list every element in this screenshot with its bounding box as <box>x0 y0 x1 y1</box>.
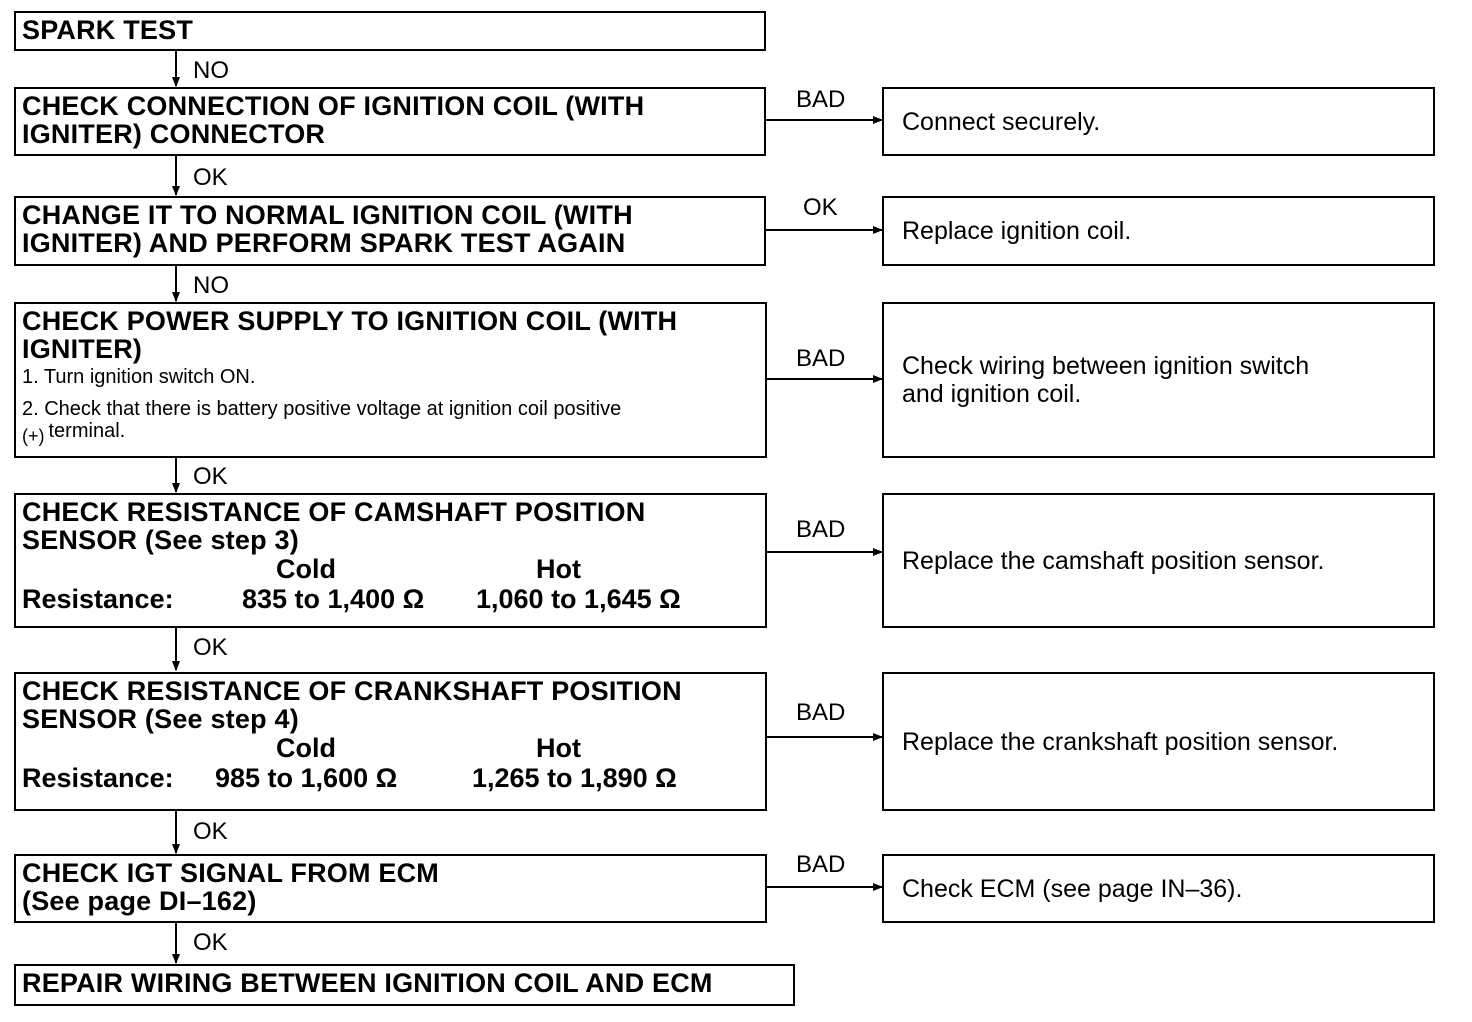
hot-value: 1,060 to 1,645 Ω <box>476 584 681 614</box>
action-check-wiring-switch-coil: Check wiring between ignition switch and ignition coil. <box>882 302 1435 458</box>
step-title: CHANGE IT TO NORMAL IGNITION COIL (WITH IGNITER) AND PERFORM SPARK TEST AGAIN <box>22 200 633 258</box>
instruction-2-continued <box>22 419 765 446</box>
resistance-label: Resistance: <box>22 763 174 793</box>
side-label-3: BAD <box>796 345 846 372</box>
step-check-power-supply <box>14 302 767 458</box>
resistance-header <box>22 733 765 763</box>
step-repair-wiring <box>14 964 795 1006</box>
step-title: CHECK RESISTANCE OF CRANKSHAFT POSITION SENSOR (See step 4) <box>22 676 682 734</box>
action-replace-crankshaft-sensor: Replace the crankshaft position sensor. <box>882 672 1435 811</box>
side-label-1: BAD <box>796 86 846 113</box>
step-title: CHECK POWER SUPPLY TO IGNITION COIL (WITH IGNITER) <box>22 306 678 364</box>
action-check-ecm: Check ECM (see page IN–36). <box>882 854 1435 923</box>
step-spark-test <box>14 11 766 51</box>
hot-label: Hot <box>536 733 581 763</box>
side-label-2: OK <box>803 194 838 221</box>
hot-label: Hot <box>536 554 581 584</box>
instruction-1: 1. Turn ignition switch ON. <box>22 366 256 388</box>
side-label-6: BAD <box>796 851 846 878</box>
cold-value: 835 to 1,400 Ω <box>242 584 425 614</box>
positive-terminal-symbol: (+) <box>22 426 45 446</box>
cold-value: 985 to 1,600 Ω <box>215 763 398 793</box>
step-check-igt-signal <box>14 854 767 923</box>
step-change-ignition-coil <box>14 196 766 266</box>
down-label-7: OK <box>193 929 228 956</box>
down-label-1: NO <box>193 57 229 84</box>
down-label-5: OK <box>193 634 228 661</box>
down-label-3: NO <box>193 272 229 299</box>
cold-label: Cold <box>276 554 336 584</box>
step-check-camshaft-sensor <box>14 493 767 628</box>
cold-label: Cold <box>276 733 336 763</box>
action-connect-securely: Connect securely. <box>882 87 1435 156</box>
step-title: CHECK RESISTANCE OF CAMSHAFT POSITION SENSOR (See step 3) <box>22 497 646 555</box>
action-replace-ignition-coil: Replace ignition coil. <box>882 196 1435 266</box>
step-title: SPARK TEST <box>22 15 194 45</box>
step-check-crankshaft-sensor <box>14 672 767 811</box>
action-replace-camshaft-sensor: Replace the camshaft position sensor. <box>882 493 1435 628</box>
resistance-row <box>22 584 765 614</box>
side-label-5: BAD <box>796 699 846 726</box>
down-label-2: OK <box>193 164 228 191</box>
step-title: CHECK CONNECTION OF IGNITION COIL (WITH IGNITER) CONNECTOR <box>22 91 645 149</box>
side-label-4: BAD <box>796 516 846 543</box>
down-label-6: OK <box>193 818 228 845</box>
step-title: CHECK IGT SIGNAL FROM ECM (See page DI–162) <box>22 858 440 916</box>
step-check-coil-connector <box>14 87 766 156</box>
step-title: REPAIR WIRING BETWEEN IGNITION COIL AND ECM <box>22 968 713 998</box>
instruction-2-tail: terminal. <box>48 420 126 442</box>
down-label-4: OK <box>193 463 228 490</box>
instruction-2: 2. Check that there is battery positive voltage at ignition coil positive <box>22 398 622 420</box>
hot-value: 1,265 to 1,890 Ω <box>472 763 677 793</box>
resistance-label: Resistance: <box>22 584 174 614</box>
resistance-row <box>22 763 765 793</box>
resistance-header <box>22 554 765 584</box>
